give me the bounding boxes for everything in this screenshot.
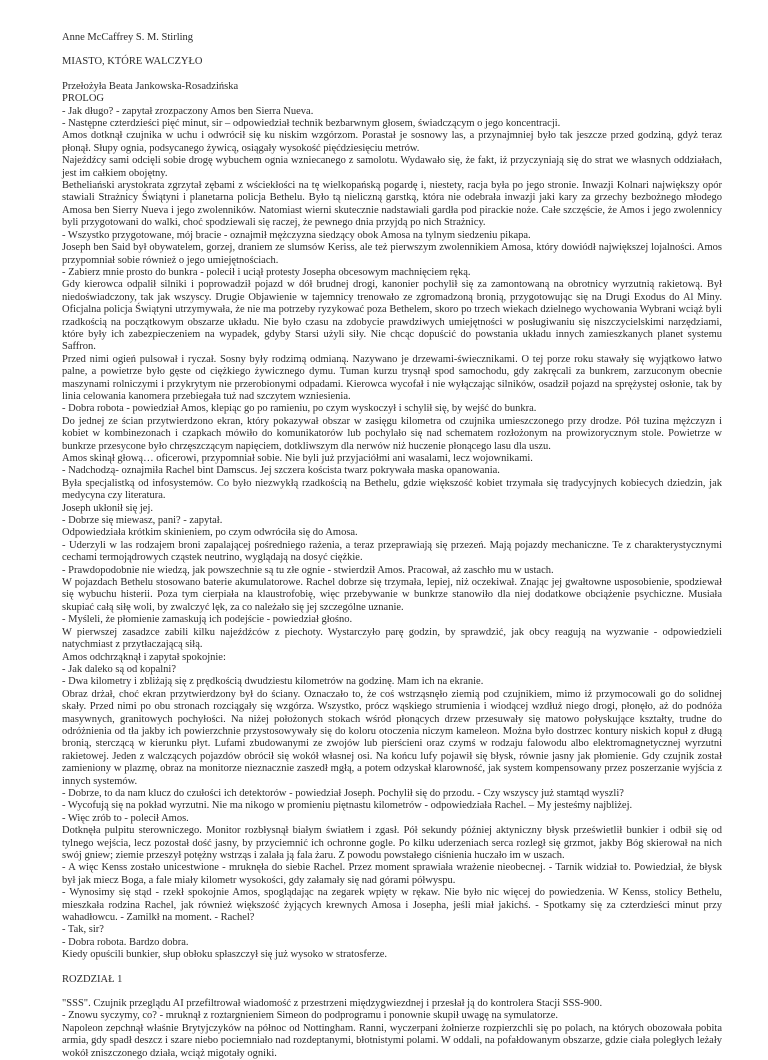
paragraph: - Prawdopodobnie nie wiedzą, jak powszechnie są tu złe ognie - stwierdził Amos. Pracował, aż zaschło mu w ustach. (62, 564, 554, 576)
paragraph: - Myśleli, że płomienie zamaskują ich podejście - powiedział głośno. (62, 614, 353, 626)
chapter-heading: ROZDZIAŁ 1 (62, 973, 123, 985)
paragraph: - Jak daleko są od kopalni? (62, 663, 177, 675)
paragraph: - A więc Kenss zostało unicestwione - mruknęła do siebie Rachel. Przez moment sprawiała wrażenie nieobecnej. - Tarnik widział to. Powiedział, że błysk był jak miecz Boga, a fale miały kilometr wysokości, gdy załamały się nad górami półwyspu. (62, 862, 722, 886)
paragraph: Amos odchrząknął i zapytał spokojnie: (62, 651, 226, 663)
paragraph: Napoleon zepchnął właśnie Brytyjczyków na północ od Nottingham. Ranni, wyczerpani żołnierze rozpierzchli się po polach, na których obozowała pobita armia, gdy spadł deszcz i szare niebo pociemniało nad rozdeptanymi, błotnistymi polami. W oddali, na pofałdowanym obszarze, gdzie ciała poległych leżały wokół zniszczonego działa, wciąż migotały ogniki. (62, 1022, 722, 1059)
prolog-heading: PROLOG (62, 93, 105, 105)
paragraph: W pierwszej zasadzce zabili kilku najeźdźców z piechoty. Wystarczyło parę godzin, by sprawdzić, jak obcy reagują na wyzwanie - odpowiedzieli natychmiast z przytłaczającą siłą. (62, 626, 722, 651)
paragraph: Przed nimi ogień pulsował i ryczał. Sosny były rodzimą odmianą. Nazywano je drzewami-świecznikami. O tej porze roku stawały się wyjątkowo łatwo palne, a powietrze było gęste od ciężkiego żywicznego dymu. Tuman kurzu trysnął spod samochodu, gdy zakręcali za bunkrem, zarzuconym obecnie maszynami rolniczymi i przykrytym nie przerobionymi odpadami. Kierowca wycofał i nie wyłączając silników, osadził pojazd na sprężystej osłonie, tak by linia celowania kanomera przebiegała tuż nad szczytem wzniesienia. (62, 353, 722, 402)
authors: Anne McCaffrey S. M. Stirling (62, 32, 194, 43)
paragraph: - Wycofują się na pokład wyrzutni. Nie ma nikogo w promieniu piętnastu kilometrów - odpowiedziała Rachel. – My jesteśmy najbliżej. (62, 800, 633, 812)
paragraph: - Tak, sir? (62, 924, 104, 936)
paragraph: - Zabierz mnie prosto do bunkra - polecił i uciął protesty Josepha obcesowym machnięciem ręką. (62, 266, 471, 278)
paragraph: - Nadchodzą- oznajmiła Rachel bint Damscus. Jej szczera koścista twarz pokrywała maska opanowania. (62, 465, 500, 477)
paragraph: - Dobrze, to da nam klucz do czułości ich detektorów - powiedział Joseph. Pochylił się do przodu. - Czy wszyscy już stamtąd wyszli? (62, 787, 624, 799)
paragraph: W pojazdach Bethelu stosowano baterie akumulatorowe. Rachel dobrze się trzymała, lepiej, niż oczekiwał. Znając jej gwałtowne usposobienie, spodziewał się wybuchu histerii. Poza tym cierpiała na klaustrofobię, więc przebywanie w bunkrze stanowiło dla niej dodatkowe obciążenie psychiczne. Musiała skupiać całą siłę woli, by zwalczyć lęk, za co należało się jej szczególne uznanie. (62, 577, 722, 613)
paragraph: Betheliański arystokrata zgrzytał zębami z wściekłości na tę wielkopańską pogardę i, niestety, racja była po jego stronie. Inwazji Kolnari największy opór stawiali Strażnicy Świątyni i planetarna policja Bethelu. Było tą nieliczną garstką, która nie odebrała inwazji jaki kary za grzechy bezbożnego młodego Amosa ben Sierry Nueva i jego zwolenników. Natomiast wierni skutecznie nadstawiali gardła pod pirackie noże. Całe szczęście, że Amos i jego zwolennicy byli przygotowani do walki, choć spodziewali się raczej, że pewnego dnia przyjdą po nich Strażnicy. (62, 180, 722, 229)
paragraph: - Dobrze się miewasz, pani? - zapytał. (62, 515, 223, 527)
paragraph: Amos skinął głową… oficerowi, przypomniał sobie. Nie byli już przyjaciółmi ani wasalami, lecz wojownikami. (62, 453, 533, 464)
paragraph: Do jednej ze ścian przytwierdzono ekran, który pokazywał obszar w zasięgu kilometra od czujnika umieszczonego przy drodze. Pół tuzina mężczyzn i kobiet w kombinezonach i czapkach mówiło do komunikatorów lub pochylało się nad schematem rozłożonym na prowizorycznym stole. Powietrze w bunkrze przesycone było chrzęszczącym napięciem, dotkliwszym dla nerwów niż huczenie płonącego lasu dla uszu. (62, 415, 722, 452)
chapter-body (62, 998, 722, 1060)
paragraph: Gdy kierowca odpalił silniki i poprowadził pojazd w dół brudnej drogi, kanonier pochylił się za zamontowaną na obrotnicy wyrzutnią rakietową. Był niedoświadczony, tak jak wszyscy. Drugie Objawienie w tajemnicy trenowało ze zgromadzoną bronią, przygotowując się na Drugi Exodus do Al Miny. Oficjalna policja Świątyni utrzymywała, że nie ma potrzeby ryzykować poza Bethelem, skoro po trzech wiekach dzielnego wychowania Wybrani wciąż byli rzadkością na początkowym obszarze układu. Nie było czasu na zdobycie prawdziwych umiejętności w posługiwaniu się niszczycielskimi narzędziami, które były ich zabezpieczeniem na wypadek, gdyby Starsi użyli siły. Nie chcąc dopuścić do powstania układu innych zamieszkanych planet systemu Saffron. (62, 279, 722, 353)
book-title: MIASTO, KTÓRE WALCZYŁO (62, 56, 203, 68)
paragraph: Dotknęła pulpitu sterowniczego. Monitor rozbłysnął białym światłem i zgasł. Pół sekundy później aktyniczny błysk prześwietlił bunkier i odbił się od tylnego wejścia, lecz pozostał dość jasny, by przyciemnić ich ochronne gogle. Po kilku uderzeniach serca rozległ się grzmot, jakby Bóg skierował na nich swój gniew; ziemie przeszył potężny wstrząs i zalała ją fala żaru. Z powodu powstałego ciśnienia huczało im w uszach. (62, 825, 722, 861)
paragraph: Odpowiedziała krótkim skinieniem, po czym odwróciła się do Amosa. (62, 527, 358, 539)
paragraph: Była specjalistką od infosystemów. Co było niezwykłą rzadkością na Bethelu, gdzie większość kobiet trzymała się tradycyjnych kobiecych dziedzin, jak medycyna czy literatura. (62, 477, 722, 502)
paragraph: Kiedy opuścili bunkier, słup obłoku spłaszczył się już wysoko w stratosferze. (62, 949, 388, 961)
paragraph: Najeźdźcy sami odcięli sobie drogę wybuchem ognia wzniecanego z samolotu. Wydawało się, że fakt, iż przyczyniają się do strat we własnych oddziałach, jest im całkiem obojętny. (62, 155, 722, 179)
paragraph: Joseph ben Said był obywatelem, gorzej, draniem ze slumsów Keriss, ale też pierwszym zwolennikiem Amosa, który dowiódł największej lojalności. Amos przypomniał sobie również o jego umiejętnościach. (62, 242, 722, 266)
prolog-body (62, 106, 722, 962)
paragraph: - Wynosimy się stąd - rzekł spokojnie Amos, spoglądając na zegarek wpięty w rękaw. Nie było nic więcej do powiedzenia. W Kenss, stolicy Bethelu, mieszkała rodzina Rachel, jak również większość żyjących krewnych Amosa i Josepha, jeśli miał jakichś. - Spotkamy się za czterdzieści minut przy wahadłowcu. - Zamilkł na moment. - Rachel? (62, 887, 722, 924)
paragraph: - Dobra robota. Bardzo dobra. (62, 936, 189, 948)
paragraph: - Znowu syczymy, co? - mruknął z roztargnieniem Simeon do podprogramu i ponownie skupił uwagę na symulatorze. (62, 1010, 559, 1022)
paragraph: - Dobra robota - powiedział Amos, klepiąc go po ramieniu, po czym wyskoczył i schylił się, by wejść do bunkra. (62, 403, 537, 415)
paragraph: - Jak długo? - zapytał zrozpaczony Amos ben Sierra Nueva. (62, 105, 314, 117)
paragraph: Obraz drżał, choć ekran przytwierdzony był do ściany. Oznaczało to, że coś wstrząsnęło ziemią pod czujnikiem, mimo iż przymocowali go do solidnej skały. Przed nimi po obu stronach rozciągały się wzgórza. Wszystko, prócz wąskiego strumienia i wiodącej wzdłuż niego drogi, płonęło, aż do podnóża masywnych, granitowych pochyłości. Na niżej położonych stokach wśród płonących drzew przesuwały się matowo połyskujące kształty, trudne do odróżnienia od tła jakby ich powierzchnie przystosowywały się do koloru otoczenia niczym kameleon. Można było dostrzec kontury niskich kopuł z długą bronią, sterczącą w kierunku płyt. Lufami zbudowanymi ze zwojów lub pierścieni oraz czymś w rodzaju falowodu albo elektromagnetycznej wyrzutni rakietowej. Jeden z walczących pojazdów obrócił się wokół własnej osi. Na końcu lufy pojawił się błysk, równie jasny jak płomienie. Gdy czujnik został zamieniony w plazmę, obraz na monitorze nieznacznie zaszedł mgłą, a potem odzyskał klarowność, jak system kompensowany przez poszerzanie wyjścia z innych systemów. (62, 688, 722, 787)
translator: Przełożyła Beata Jankowska-Rosadzińska (62, 80, 239, 92)
paragraph: "SSS". Czujnik przeglądu AI przefiltrował wiadomość z przestrzeni międzygwiezdnej i przesłał ją do kontrolera Stacji SSS-900. (62, 998, 603, 1010)
paragraph: - Wszystko przygotowane, mój bracie - oznajmił mężczyzna siedzący obok Amosa na tylnym siedzeniu pikapa. (62, 229, 531, 241)
paragraph: - Dwa kilometry i zbliżają się z prędkością dwudziestu kilometrów na godzinę. Mam ich na ekranie. (62, 676, 484, 688)
paragraph: - Następne czterdzieści pięć minut, sir – odpowiedział technik bezbarwnym głosem, świadczącym o jego koncentracji. (62, 118, 561, 130)
paragraph: - Więc zrób to - polecił Amos. (62, 812, 189, 824)
paragraph: - Uderzyli w las rodzajem broni zapalającej pośredniego rażenia, a teraz przeprawiają się przezeń. Mają pojazdy mechaniczne. Te z charakterystycznymi cechami termojądrowych cząstek neutrino, wyglądają na dosyć ciężkie. (62, 539, 722, 564)
paragraph: Amos dotknął czujnika w uchu i odwrócił się ku niskim wzgórzom. Porastał je sosnowy las, a przynajmniej było tak jeszcze przed godziną, gdyż teraz płonął. Słupy ognia, podsycanego żywicą, osiągały wysokość pięćdziesięciu metrów. (62, 130, 722, 154)
document-page (62, 32, 722, 1060)
paragraph: Joseph ukłonił się jej. (62, 502, 153, 514)
